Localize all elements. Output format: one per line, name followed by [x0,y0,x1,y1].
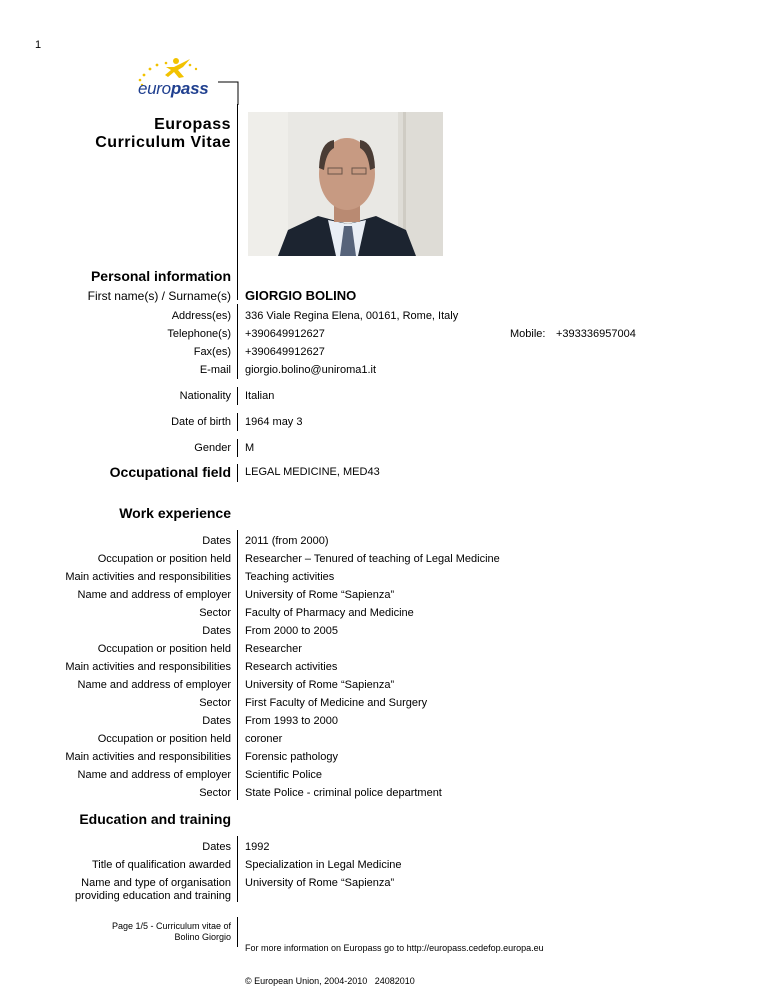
gender-value: M [245,442,255,454]
fax-value: +390649912627 [245,346,325,358]
document-title [95,116,231,152]
nationality-label: Nationality [179,390,231,402]
mobile-value: +393336957004 [556,328,636,340]
personal-information-heading: Personal information [90,268,231,284]
telephone-value: +390649912627 [245,328,325,340]
work-occupation-label: Occupation or position held [97,553,231,565]
email-value[interactable]: giorgio.bolino@uniroma1.it [245,364,377,376]
qualification-title-value: Specialization in Legal Medicine [245,859,402,871]
footer-right [245,921,544,998]
work-activities-value: Research activities [245,661,338,673]
column-divider [237,413,238,431]
occupational-field-heading: Occupational field [109,464,231,480]
column-divider [237,917,238,947]
work-employer-label: Name and address of employer [77,589,231,601]
mobile-label: Mobile: [510,328,546,340]
column-divider [237,387,238,405]
education-training-heading: Education and training [79,811,231,827]
work-experience-heading: Work experience [119,505,231,521]
column-divider [237,464,238,482]
occupational-field-value: LEGAL MEDICINE, MED43 [245,466,380,478]
work-sector-label: Sector [199,787,231,799]
education-dates-label: Dates [202,841,231,853]
name-label: First name(s) / Surname(s) [87,289,231,303]
address-value: 336 Viale Regina Elena, 00161, Rome, Italy [245,310,459,322]
work-sector-value: Faculty of Pharmacy and Medicine [245,607,414,619]
footer-copyright: © European Union, 2004-2010 24082010 [245,976,415,986]
name-value: GIORGIO BOLINO [245,288,357,303]
work-activities-label: Main activities and responsibilities [65,571,231,583]
footer-page-info: Page 1/5 - Curriculum vitae of [111,921,231,931]
work-sector-label: Sector [199,607,231,619]
column-divider [237,439,238,457]
work-activities-value: Forensic pathology [245,751,338,763]
work-employer-value: University of Rome “Sapienza” [245,679,395,691]
work-activities-label: Main activities and responsibilities [65,661,231,673]
gender-label: Gender [194,442,231,454]
qualification-title-label: Title of qualification awarded [91,859,231,871]
title-line-1: Europass [154,116,231,133]
work-dates-value: From 2000 to 2005 [245,625,338,637]
column-divider [237,104,238,300]
profile-photo [248,112,443,256]
work-dates-label: Dates [202,535,231,547]
work-employer-value: University of Rome “Sapienza” [245,589,395,601]
telephone-label: Telephone(s) [167,328,231,340]
address-label: Address(es) [171,310,231,322]
date-of-birth-label: Date of birth [171,416,231,428]
work-sector-value: First Faculty of Medicine and Surgery [245,697,428,709]
work-occupation-label: Occupation or position held [97,643,231,655]
date-of-birth-value: 1964 may 3 [245,416,303,428]
logo-text-euro: euro [138,79,171,98]
logo-text-pass: pass [170,79,209,98]
work-activities-value: Teaching activities [245,571,335,583]
column-divider [237,530,238,800]
work-employer-label: Name and address of employer [77,679,231,691]
fax-label: Fax(es) [193,346,231,358]
footer-owner-name: Bolino Giorgio [174,932,231,942]
work-occupation-value: Researcher – Tenured of teaching of Legal Medicine [245,553,500,565]
nationality-value: Italian [245,390,275,402]
footer-left [112,921,231,943]
europass-logo [130,55,240,105]
education-dates-value: 1992 [245,841,270,853]
work-dates-label: Dates [202,715,231,727]
organisation-label-line-2: providing education and training [75,890,231,902]
work-occupation-value: Researcher [245,643,302,655]
footer-europass-info[interactable]: For more information on Europass go to http://europass.cedefop.europa.eu [245,943,544,953]
work-sector-label: Sector [199,697,231,709]
work-occupation-label: Occupation or position held [97,733,231,745]
organisation-label-line-1: Name and type of organisation [81,877,231,889]
column-divider [237,836,238,902]
work-dates-value: 2011 (from 2000) [245,535,329,547]
organisation-label [75,877,231,903]
work-occupation-value: coroner [245,733,283,745]
work-sector-value: State Police - criminal police department [245,787,442,799]
organisation-value: University of Rome “Sapienza” [245,877,395,889]
work-dates-value: From 1993 to 2000 [245,715,338,727]
work-employer-value: Scientific Police [245,769,323,781]
column-divider [237,304,238,379]
work-activities-label: Main activities and responsibilities [65,751,231,763]
page-number: 1 [35,39,42,51]
work-dates-label: Dates [202,625,231,637]
work-employer-label: Name and address of employer [77,769,231,781]
title-line-2: Curriculum Vitae [95,134,231,151]
email-label: E-mail [199,364,231,376]
